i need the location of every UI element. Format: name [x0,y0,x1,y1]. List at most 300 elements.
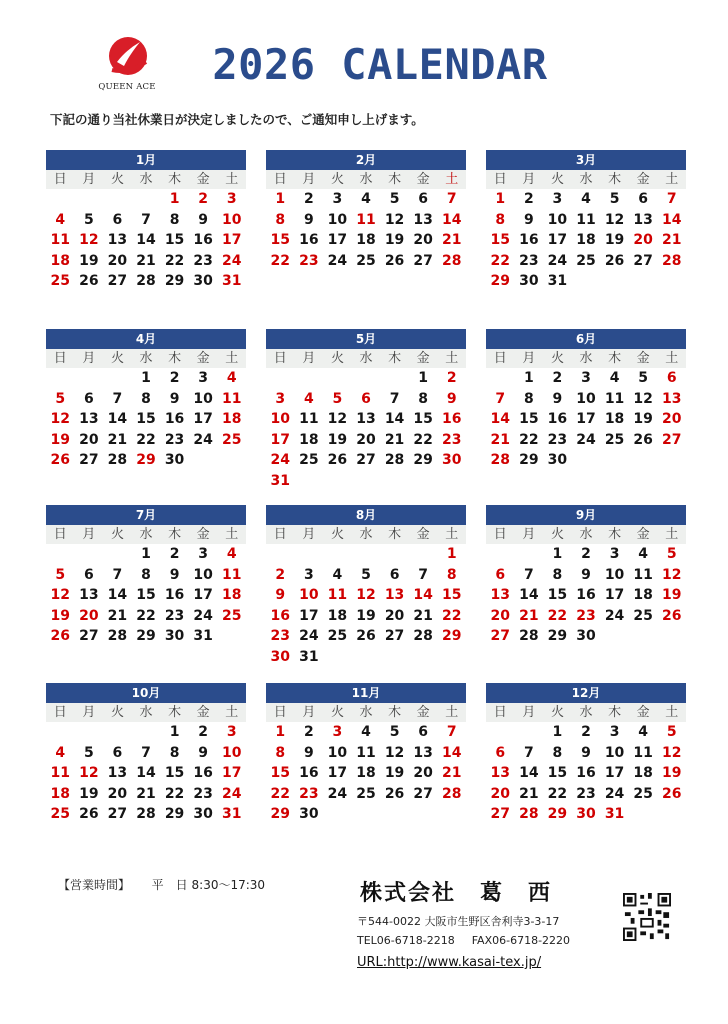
holiday-day: 19 [50,431,71,448]
holiday-day: 9 [275,587,286,603]
business-day: 17 [299,607,319,624]
holiday-day: 28 [490,452,511,468]
business-day: 1 [418,370,428,386]
business-day: 6 [389,566,400,583]
weekday-label: 金 [196,527,210,542]
holiday-day: 13 [490,587,511,603]
business-day: 11 [299,411,319,427]
business-day: 22 [164,785,185,802]
business-day: 13 [107,765,128,781]
business-day: 20 [79,431,99,448]
business-day: 17 [547,232,568,248]
business-day: 18 [633,587,653,603]
weekday-label: 金 [636,527,650,542]
weekday-label: 月 [302,172,316,187]
business-day: 3 [332,191,343,207]
holiday-day: 5 [55,390,66,407]
queen-ace-logo-icon [102,36,152,80]
holiday-day: 22 [270,785,291,802]
business-day: 9 [581,566,591,583]
holiday-day: 12 [79,765,99,781]
weekday-label: 火 [550,172,564,187]
business-day: 1 [552,546,563,562]
business-day: 9 [523,211,534,228]
holiday-day: 20 [490,785,511,802]
business-day: 27 [413,252,433,269]
holiday-day: 21 [661,232,682,248]
holiday-day: 1 [275,191,286,207]
business-day: 9 [198,744,208,761]
weekday-label: 金 [196,705,210,720]
weekday-label: 木 [388,705,402,720]
business-day: 30 [193,806,213,822]
holiday-day: 28 [441,785,462,802]
weekday-label: 水 [359,527,373,542]
business-day: 8 [141,566,151,583]
holiday-day: 6 [361,390,371,407]
empty-cell [323,368,352,389]
business-day: 24 [193,607,213,624]
holiday-day: 28 [519,806,539,822]
holiday-day: 14 [441,211,462,228]
weekday-label: 土 [225,705,239,720]
business-day: 4 [332,566,343,583]
weekday-label: 火 [550,705,564,720]
business-day: 30 [164,628,185,644]
holiday-day: 4 [226,546,237,562]
business-day: 29 [413,452,433,468]
business-day: 29 [164,806,185,822]
weekday-label: 日 [493,172,507,187]
business-day: 11 [604,390,625,407]
business-day: 19 [79,252,99,269]
holiday-day: 6 [666,370,677,386]
business-day: 5 [361,566,371,583]
weekday-label: 月 [302,527,316,542]
weekday-label: 火 [330,705,344,720]
business-day: 7 [523,566,534,583]
business-day: 4 [609,370,620,386]
weekday-label: 金 [636,172,650,187]
holiday-day: 18 [50,252,71,269]
business-day: 28 [107,452,128,468]
business-day: 28 [384,452,405,468]
business-day: 5 [83,744,94,761]
month-8 [266,505,466,667]
business-day: 15 [519,411,539,427]
business-day: 15 [136,411,156,427]
business-day: 2 [303,191,314,207]
weekday-label: 日 [53,705,67,720]
weekday-label: 金 [416,527,430,542]
holiday-day: 15 [270,765,291,781]
weekday-label: 水 [579,172,593,187]
business-day: 26 [604,252,625,269]
business-day: 7 [141,211,151,228]
business-day: 9 [303,211,314,228]
business-day: 25 [356,785,376,802]
company-logo [92,36,162,92]
weekday-label: 日 [273,527,287,542]
weekday-label: 金 [416,172,430,187]
holiday-day: 19 [661,587,682,603]
business-day: 17 [193,587,213,603]
business-day: 13 [413,744,433,761]
weekday-label: 水 [139,527,153,542]
holiday-day: 10 [299,587,319,603]
empty-cell [380,368,409,389]
business-day: 20 [413,765,433,781]
month-label: 12月 [486,683,686,703]
holiday-day: 21 [441,765,462,781]
weekday-label: 日 [273,172,287,187]
business-day: 6 [83,390,94,407]
business-day: 25 [299,452,319,468]
holiday-day: 26 [50,452,71,468]
holiday-day: 12 [661,566,682,583]
holiday-day: 4 [303,390,314,407]
fax: FAX06-6718-2220 [471,934,571,947]
holiday-day: 3 [226,191,237,207]
business-day: 7 [112,566,123,583]
holiday-day: 3 [275,390,286,407]
tel: TEL06-6718-2218 [357,934,455,947]
business-day: 30 [576,628,596,644]
weekday-label: 日 [273,351,287,366]
month-label: 3月 [486,150,686,170]
business-day: 18 [633,765,653,781]
business-day: 9 [198,211,208,228]
empty-cell [295,544,324,565]
hours-label: 【営業時間】 [58,878,131,892]
business-day: 6 [112,744,123,761]
empty-cell [266,544,295,565]
business-day: 1 [169,724,180,740]
holiday-day: 30 [576,806,596,822]
business-day: 28 [136,806,156,822]
weekday-label: 月 [82,172,96,187]
weekday-label: 日 [53,172,67,187]
month-label: 8月 [266,505,466,525]
business-day: 27 [79,628,99,644]
business-day: 17 [327,232,348,248]
empty-cell [46,189,75,210]
business-day: 2 [169,546,180,562]
weekday-header [486,349,686,368]
month-3 [486,150,686,292]
empty-cell [132,722,161,743]
business-day: 16 [193,232,213,248]
weekday-label: 土 [445,527,459,542]
holiday-day: 23 [576,607,596,624]
business-day: 4 [638,546,648,562]
business-day: 8 [552,744,563,761]
holiday-day: 10 [270,411,291,427]
business-day: 17 [193,411,213,427]
weekday-header [486,525,686,544]
holiday-day: 17 [270,431,291,448]
business-day: 28 [136,273,156,289]
empty-cell [75,722,104,743]
holiday-day: 23 [299,785,319,802]
business-day: 2 [552,370,563,386]
business-day: 25 [604,431,625,448]
month-label: 5月 [266,329,466,349]
contact-line [357,934,570,947]
weekday-label: 月 [302,351,316,366]
holiday-day: 27 [490,628,511,644]
business-day: 30 [547,452,568,468]
business-day: 28 [107,628,128,644]
month-11 [266,683,466,825]
business-day: 7 [141,744,151,761]
business-day: 23 [193,252,213,269]
business-day: 26 [633,431,653,448]
day-grid [486,368,686,471]
month-12 [486,683,686,825]
month-label: 10月 [46,683,246,703]
holiday-day: 19 [50,607,71,624]
business-day: 2 [523,191,534,207]
business-day: 13 [413,211,433,228]
holiday-day: 28 [661,252,682,269]
holiday-day: 17 [221,765,242,781]
weekday-label: 土 [665,527,679,542]
holiday-day: 29 [547,806,568,822]
holiday-day: 9 [446,390,457,407]
business-day: 13 [633,211,653,228]
business-day: 4 [638,724,648,740]
holiday-day: 6 [495,566,506,583]
business-day: 7 [112,390,123,407]
business-day: 23 [193,785,213,802]
empty-cell [103,544,132,565]
holiday-day: 20 [633,232,653,248]
business-day: 16 [193,765,213,781]
business-day: 2 [169,370,180,386]
holiday-day: 20 [490,607,511,624]
business-day: 30 [299,806,319,822]
empty-cell [46,722,75,743]
holiday-day: 13 [661,390,682,407]
business-day: 28 [519,628,539,644]
business-day: 14 [107,587,128,603]
business-day: 22 [519,431,539,448]
holiday-day: 29 [490,273,511,289]
business-day: 20 [413,232,433,248]
weekday-label: 水 [579,351,593,366]
business-day: 25 [633,785,653,802]
qr-code-icon [623,893,671,941]
holiday-day: 12 [50,587,71,603]
holiday-day: 31 [604,806,625,822]
holiday-day: 1 [495,191,506,207]
business-day: 1 [141,370,151,386]
holiday-day: 24 [270,452,291,468]
business-day: 29 [164,273,185,289]
business-day: 21 [413,607,433,624]
weekday-label: 日 [493,705,507,720]
holiday-day: 6 [495,744,506,761]
business-day: 1 [552,724,563,740]
business-day: 20 [356,431,376,448]
business-day: 30 [193,273,213,289]
holiday-day: 4 [55,211,66,228]
holiday-day: 19 [661,765,682,781]
business-day: 24 [547,252,568,269]
business-day: 3 [609,546,620,562]
month-2 [266,150,466,271]
weekday-label: 日 [493,527,507,542]
weekday-label: 月 [82,527,96,542]
business-day: 12 [633,390,653,407]
business-day: 30 [164,452,185,468]
business-day: 22 [136,607,156,624]
business-day: 19 [633,411,653,427]
business-day: 24 [193,431,213,448]
weekday-label: 火 [550,527,564,542]
business-day: 23 [576,785,596,802]
empty-cell [75,189,104,210]
business-day: 21 [519,785,539,802]
empty-cell [103,189,132,210]
business-day: 27 [413,785,433,802]
address: 〒544-0022 大阪市生野区舎利寺3-3-17 [357,915,560,928]
holiday-day: 5 [666,724,677,740]
business-day: 8 [141,390,151,407]
business-day: 27 [79,452,99,468]
business-day: 21 [136,252,156,269]
holiday-day: 11 [50,232,71,248]
business-day: 15 [547,587,568,603]
business-day: 16 [576,587,596,603]
business-day: 9 [581,744,591,761]
business-day: 16 [547,411,568,427]
business-day: 10 [193,390,213,407]
weekday-label: 金 [196,172,210,187]
weekday-label: 日 [493,351,507,366]
empty-cell [46,544,75,565]
business-day: 22 [547,785,568,802]
weekday-label: 土 [445,351,459,366]
holiday-day: 22 [547,607,568,624]
weekday-label: 水 [139,351,153,366]
weekday-label: 金 [416,705,430,720]
business-day: 21 [384,431,405,448]
business-day: 8 [418,390,428,407]
business-day: 13 [79,411,99,427]
business-day: 15 [413,411,433,427]
business-day: 13 [356,411,376,427]
holiday-day: 12 [79,232,99,248]
business-day: 12 [327,411,348,427]
business-day: 10 [327,744,348,761]
holiday-day: 8 [275,744,286,761]
weekday-label: 水 [139,172,153,187]
business-day: 14 [136,232,156,248]
business-day: 30 [519,273,539,289]
holiday-day: 26 [661,785,682,802]
holiday-day: 21 [490,431,511,448]
weekday-header [266,349,466,368]
day-grid [266,368,466,491]
website-link[interactable]: URL:http://www.kasai-tex.jp/ [357,955,542,970]
business-day: 18 [356,765,376,781]
weekday-label: 水 [579,705,593,720]
business-day: 26 [79,806,99,822]
business-day: 26 [356,628,376,644]
empty-cell [515,544,544,565]
business-day: 6 [83,566,94,583]
holiday-day: 10 [221,744,242,761]
holiday-day: 14 [661,211,682,228]
holiday-day: 17 [221,232,242,248]
holiday-day: 22 [490,252,511,269]
business-day: 5 [638,370,648,386]
empty-cell [486,368,515,389]
empty-cell [266,368,295,389]
business-day: 8 [169,211,180,228]
business-day: 29 [547,628,568,644]
business-day: 11 [633,744,653,761]
weekday-label: 土 [665,351,679,366]
business-day: 9 [303,744,314,761]
holiday-day: 14 [490,411,511,427]
business-day: 3 [581,370,591,386]
business-day: 16 [519,232,539,248]
business-day: 22 [164,252,185,269]
holiday-day: 1 [169,191,180,207]
weekday-label: 土 [225,527,239,542]
weekday-label: 金 [636,351,650,366]
weekday-label: 水 [139,705,153,720]
holiday-day: 8 [495,211,506,228]
business-day: 27 [356,452,376,468]
business-day: 27 [107,806,128,822]
empty-cell [103,368,132,389]
business-day: 20 [107,785,128,802]
holiday-day: 21 [441,232,462,248]
business-day: 24 [299,628,319,644]
business-day: 6 [418,724,428,740]
holiday-day: 8 [446,566,457,583]
holiday-day: 29 [270,806,291,822]
business-day: 14 [519,587,539,603]
weekday-header [46,525,246,544]
empty-cell [46,368,75,389]
holiday-day: 23 [441,431,462,448]
month-label: 1月 [46,150,246,170]
weekday-label: 木 [388,172,402,187]
business-day: 14 [384,411,405,427]
weekday-label: 水 [579,527,593,542]
business-day: 3 [198,370,208,386]
day-grid [46,189,246,292]
business-day: 22 [413,431,433,448]
holiday-day: 11 [221,390,242,407]
business-day: 23 [164,607,185,624]
holiday-day: 15 [270,232,291,248]
business-day: 1 [141,546,151,562]
holiday-day: 22 [270,252,291,269]
business-day: 1 [523,370,534,386]
holiday-day: 11 [327,587,348,603]
business-day: 9 [552,390,563,407]
empty-cell [352,544,381,565]
holiday-day: 12 [356,587,376,603]
business-day: 26 [384,252,405,269]
business-day: 5 [389,724,400,740]
